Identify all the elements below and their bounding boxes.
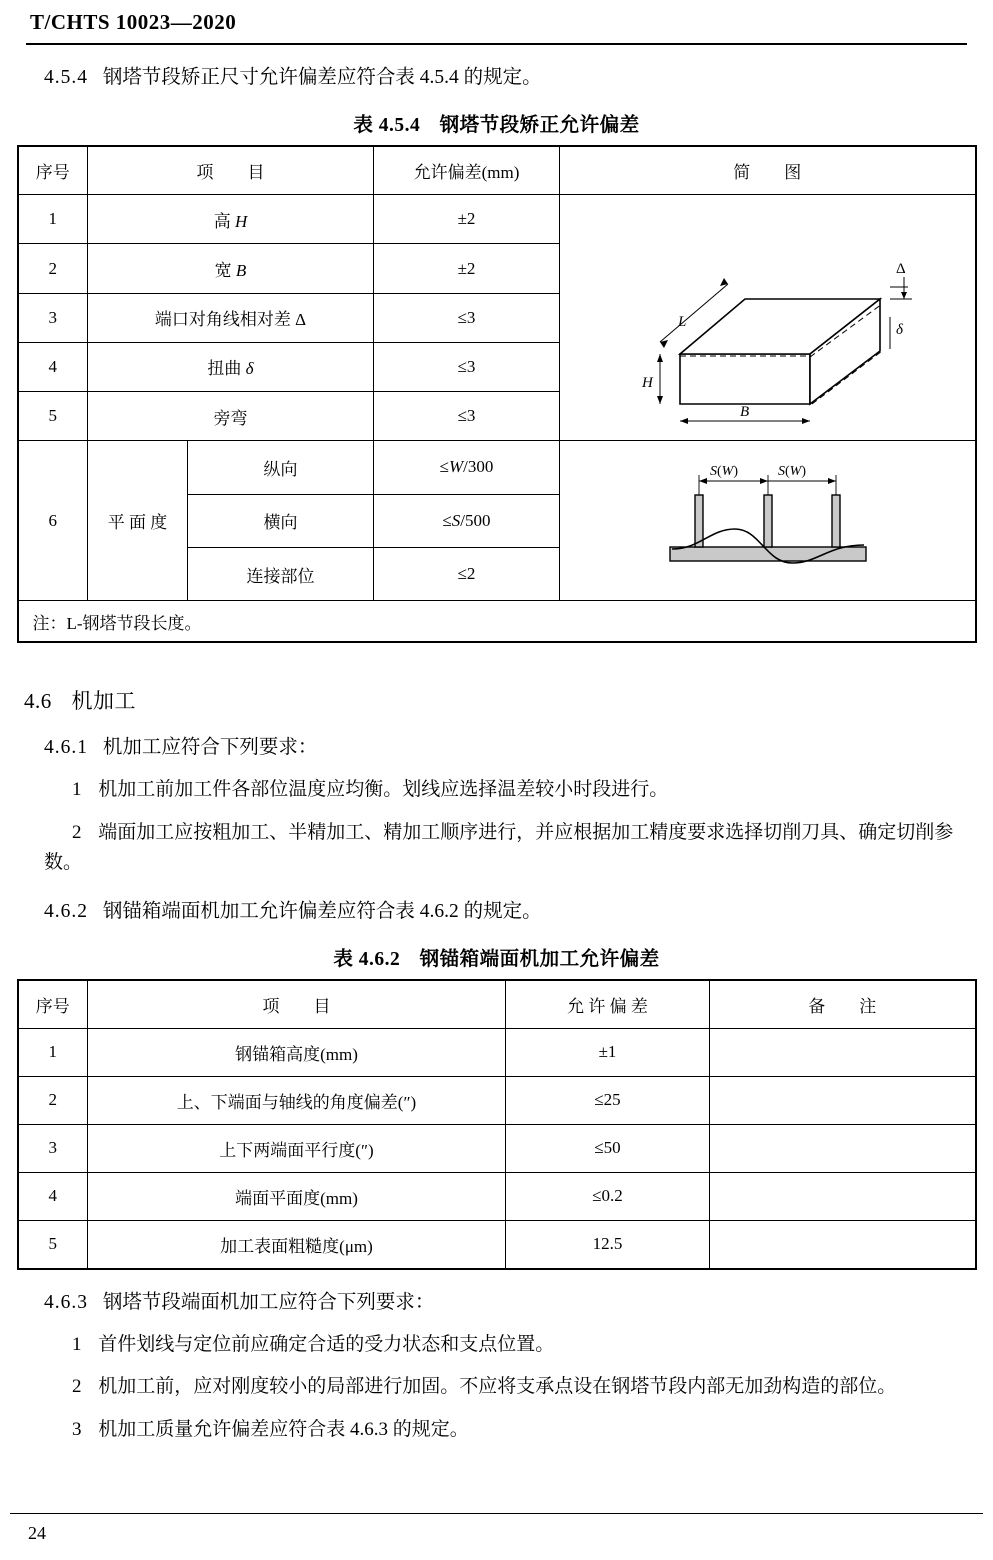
item-label: 2 xyxy=(72,1376,82,1398)
clause-number: 4.5.4 xyxy=(44,67,88,88)
clause-text: 钢锚箱端面机加工允许偏差应符合表 4.6.2 的规定。 xyxy=(102,900,542,922)
item-label: 1 xyxy=(72,779,82,801)
table-row xyxy=(18,1124,976,1172)
clause-text: 机加工应符合下列要求： xyxy=(102,737,318,759)
box-twist-svg xyxy=(560,199,974,431)
cell-no: 1 xyxy=(18,1028,88,1076)
table-462-th-tol: 允 许 偏 差 xyxy=(506,980,710,1029)
clause-number: 4.6.3 xyxy=(44,1291,88,1313)
cell-tol: ≤0.2 xyxy=(506,1172,710,1220)
table-462-th-item: 项 目 xyxy=(88,980,506,1029)
cell-no: 5 xyxy=(18,1220,88,1269)
cell-tol: ≤2 xyxy=(374,547,560,600)
table-462-caption xyxy=(16,943,977,971)
cell-item: 上下两端面平行度(″) xyxy=(88,1124,506,1172)
cell-no: 4 xyxy=(18,342,88,391)
cell-subitem: 纵向 xyxy=(188,441,374,494)
item-label: 3 xyxy=(72,1418,82,1440)
cell-item: 端面平面度(mm) xyxy=(88,1172,506,1220)
figure-box-diagram xyxy=(560,195,976,441)
page-number: 24 xyxy=(28,1523,46,1543)
table-454-caption-title: 钢塔节段矫正允许偏差 xyxy=(439,115,640,137)
table-462-th-no: 序号 xyxy=(18,980,88,1029)
svg-text:S(W): S(W) xyxy=(778,464,807,480)
cell-tol: ≤25 xyxy=(506,1076,710,1124)
clause-4-6-3-item-2 xyxy=(16,1372,977,1402)
clause-4-6-2 xyxy=(16,897,977,927)
cell-remark xyxy=(710,1172,976,1220)
cell-no: 6 xyxy=(18,441,88,601)
clause-number: 4.6.1 xyxy=(44,737,88,759)
table-454-th-item: 项 目 xyxy=(88,146,374,195)
cell-tol: ≤3 xyxy=(374,342,560,391)
table-454-note-row xyxy=(18,601,976,643)
item-label: 1 xyxy=(72,1334,82,1356)
table-454-caption xyxy=(16,109,977,137)
clause-4-6-1 xyxy=(16,733,977,763)
cell-remark xyxy=(710,1124,976,1172)
clause-4-6-1-item-1 xyxy=(16,775,977,805)
cell-item: 上、下端面与轴线的角度偏差(″) xyxy=(88,1076,506,1124)
clause-text: 钢塔节段矫正尺寸允许偏差应符合表 4.5.4 的规定。 xyxy=(102,67,542,88)
cell-no: 3 xyxy=(18,293,88,342)
cell-subitem: 连接部位 xyxy=(188,547,374,600)
cell-subitem: 横向 xyxy=(188,494,374,547)
table-462-th-remark: 备 注 xyxy=(710,980,976,1029)
item-text: 首件划线与定位前应确定合适的受力状态和支点位置。 xyxy=(98,1334,555,1356)
cell-item: 旁弯 xyxy=(88,391,374,440)
cell-tol: ±2 xyxy=(374,244,560,293)
cell-item: 加工表面粗糙度(μm) xyxy=(88,1220,506,1269)
item-text: 机加工前加工件各部位温度应均衡。划线应选择温差较小时段进行。 xyxy=(98,779,669,801)
cell-item: 扭曲 δ xyxy=(88,342,374,391)
table-454-caption-id: 表 4.5.4 xyxy=(353,115,421,137)
table-454-th-no: 序号 xyxy=(18,146,88,195)
svg-text:Δ: Δ xyxy=(896,261,906,278)
table-row xyxy=(18,1076,976,1124)
cell-tol: ≤S/500 xyxy=(374,494,560,547)
cell-no: 5 xyxy=(18,391,88,440)
clause-number: 4.6.2 xyxy=(44,900,88,922)
cell-remark xyxy=(710,1028,976,1076)
page-header xyxy=(16,0,977,35)
cell-remark xyxy=(710,1076,976,1124)
cell-no: 2 xyxy=(18,244,88,293)
table-462-header-row xyxy=(18,980,976,1029)
cell-item-group: 平 面 度 xyxy=(88,441,188,601)
cell-tol: ±1 xyxy=(506,1028,710,1076)
item-text: 机加工质量允许偏差应符合表 4.6.3 的规定。 xyxy=(98,1418,469,1440)
cell-tol: ≤50 xyxy=(506,1124,710,1172)
clause-4-6-3-item-1 xyxy=(16,1330,977,1360)
svg-text:B: B xyxy=(740,404,750,421)
table-462-caption-title: 钢锚箱端面机加工允许偏差 xyxy=(419,948,660,970)
item-text: 端面加工应按粗加工、半精加工、精加工顺序进行，并应根据加工精度要求选择切削刀具、确定切削参数。 xyxy=(44,821,954,874)
item-label: 2 xyxy=(72,821,82,843)
table-454-note: 注：L-钢塔节段长度。 xyxy=(18,601,976,643)
cell-tol: 12.5 xyxy=(506,1220,710,1269)
svg-text:δ: δ xyxy=(896,322,904,339)
table-row xyxy=(18,1028,976,1076)
svg-text:L: L xyxy=(678,314,687,331)
section-title: 机加工 xyxy=(71,689,136,714)
flatness-svg xyxy=(560,445,974,591)
cell-no: 3 xyxy=(18,1124,88,1172)
table-454-th-tol: 允许偏差(mm) xyxy=(374,146,560,195)
section-4-6 xyxy=(16,685,977,715)
table-454-header-row xyxy=(18,146,976,195)
clause-text: 钢塔节段端面机加工应符合下列要求： xyxy=(102,1291,435,1313)
cell-item: 高 H xyxy=(88,195,374,244)
clause-4-5-4 xyxy=(16,63,977,93)
footer-divider xyxy=(10,1513,983,1514)
cell-item: 宽 B xyxy=(88,244,374,293)
figure-flatness-diagram xyxy=(560,441,976,601)
table-row xyxy=(18,1172,976,1220)
cell-no: 4 xyxy=(18,1172,88,1220)
table-462 xyxy=(17,979,977,1270)
section-number: 4.6 xyxy=(24,689,52,714)
table-462-caption-id: 表 4.6.2 xyxy=(333,948,401,970)
clause-4-6-3-item-3 xyxy=(16,1415,977,1445)
clause-4-6-1-item-2 xyxy=(16,818,977,879)
table-row xyxy=(18,1220,976,1269)
cell-remark xyxy=(710,1220,976,1269)
table-row xyxy=(18,441,976,494)
cell-item: 钢锚箱高度(mm) xyxy=(88,1028,506,1076)
table-row xyxy=(18,195,976,244)
table-454-th-fig: 简 图 xyxy=(560,146,976,195)
cell-no: 2 xyxy=(18,1076,88,1124)
cell-tol: ≤W/300 xyxy=(374,441,560,494)
standard-id: T/CHTS 10023—2020 xyxy=(30,10,237,34)
header-divider xyxy=(26,43,967,45)
cell-tol: ≤3 xyxy=(374,293,560,342)
svg-text:S(W): S(W) xyxy=(710,464,739,480)
cell-no: 1 xyxy=(18,195,88,244)
item-text: 机加工前，应对刚度较小的局部进行加固。不应将支承点设在钢塔节段内部无加劲构造的部位。 xyxy=(98,1376,897,1398)
cell-tol: ±2 xyxy=(374,195,560,244)
svg-text:H: H xyxy=(642,375,654,392)
table-454 xyxy=(17,145,977,643)
cell-tol: ≤3 xyxy=(374,391,560,440)
clause-4-6-3 xyxy=(16,1288,977,1318)
cell-item: 端口对角线相对差 Δ xyxy=(88,293,374,342)
